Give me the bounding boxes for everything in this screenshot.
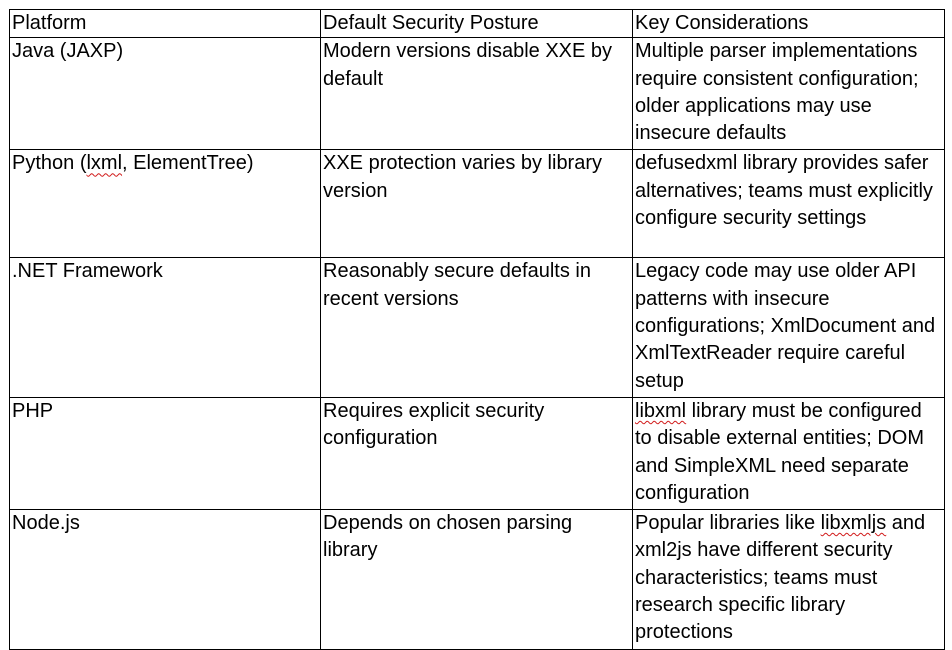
cell-platform: Node.js (10, 510, 321, 649)
header-key-considerations: Key Considerations (633, 10, 945, 38)
cell-posture: Reasonably secure defaults in recent versions (321, 258, 633, 397)
cell-platform: .NET Framework (10, 258, 321, 397)
table-row (10, 510, 945, 649)
cell-posture: XXE protection varies by library version (321, 150, 633, 258)
cell-considerations: defusedxml library provides safer alternatives; teams must explicitly configure security settings (633, 150, 945, 258)
table-row (10, 258, 945, 397)
table-header-row (10, 10, 945, 38)
considerations-text: library must be configured to disable external entities; DOM and SimpleXML need separate configuration (635, 399, 925, 504)
platform-text: , ElementTree) (122, 152, 254, 175)
considerations-text: and xml2js have different security characteristics; teams must research specific library protections (635, 512, 926, 644)
platform-text: Python ( (12, 152, 87, 175)
cell-posture: Depends on chosen parsing library (321, 510, 633, 649)
header-platform: Platform (10, 10, 321, 38)
cell-platform: Java (JAXP) (10, 38, 321, 150)
cell-considerations: Legacy code may use older API patterns with insecure configurations; XmlDocument and XmlTextReader require careful setup (633, 258, 945, 397)
table-row (10, 150, 945, 258)
cell-posture: Requires explicit security configuration (321, 397, 633, 509)
xml-security-table (9, 9, 945, 650)
considerations-text: Popular libraries like (635, 512, 821, 535)
cell-considerations (633, 510, 945, 649)
spellcheck-flagged-word: libxmljs (820, 512, 887, 535)
cell-platform: PHP (10, 397, 321, 509)
spellcheck-flagged-word: lxml (86, 152, 123, 175)
cell-considerations: Multiple parser implementations require consistent configuration; older applications may use insecure defaults (633, 38, 945, 150)
table-row (10, 38, 945, 150)
cell-platform (10, 150, 321, 258)
cell-considerations (633, 397, 945, 509)
table-row (10, 397, 945, 509)
cell-posture: Modern versions disable XXE by default (321, 38, 633, 150)
header-default-security-posture: Default Security Posture (321, 10, 633, 38)
spellcheck-flagged-word: libxml (635, 399, 687, 422)
